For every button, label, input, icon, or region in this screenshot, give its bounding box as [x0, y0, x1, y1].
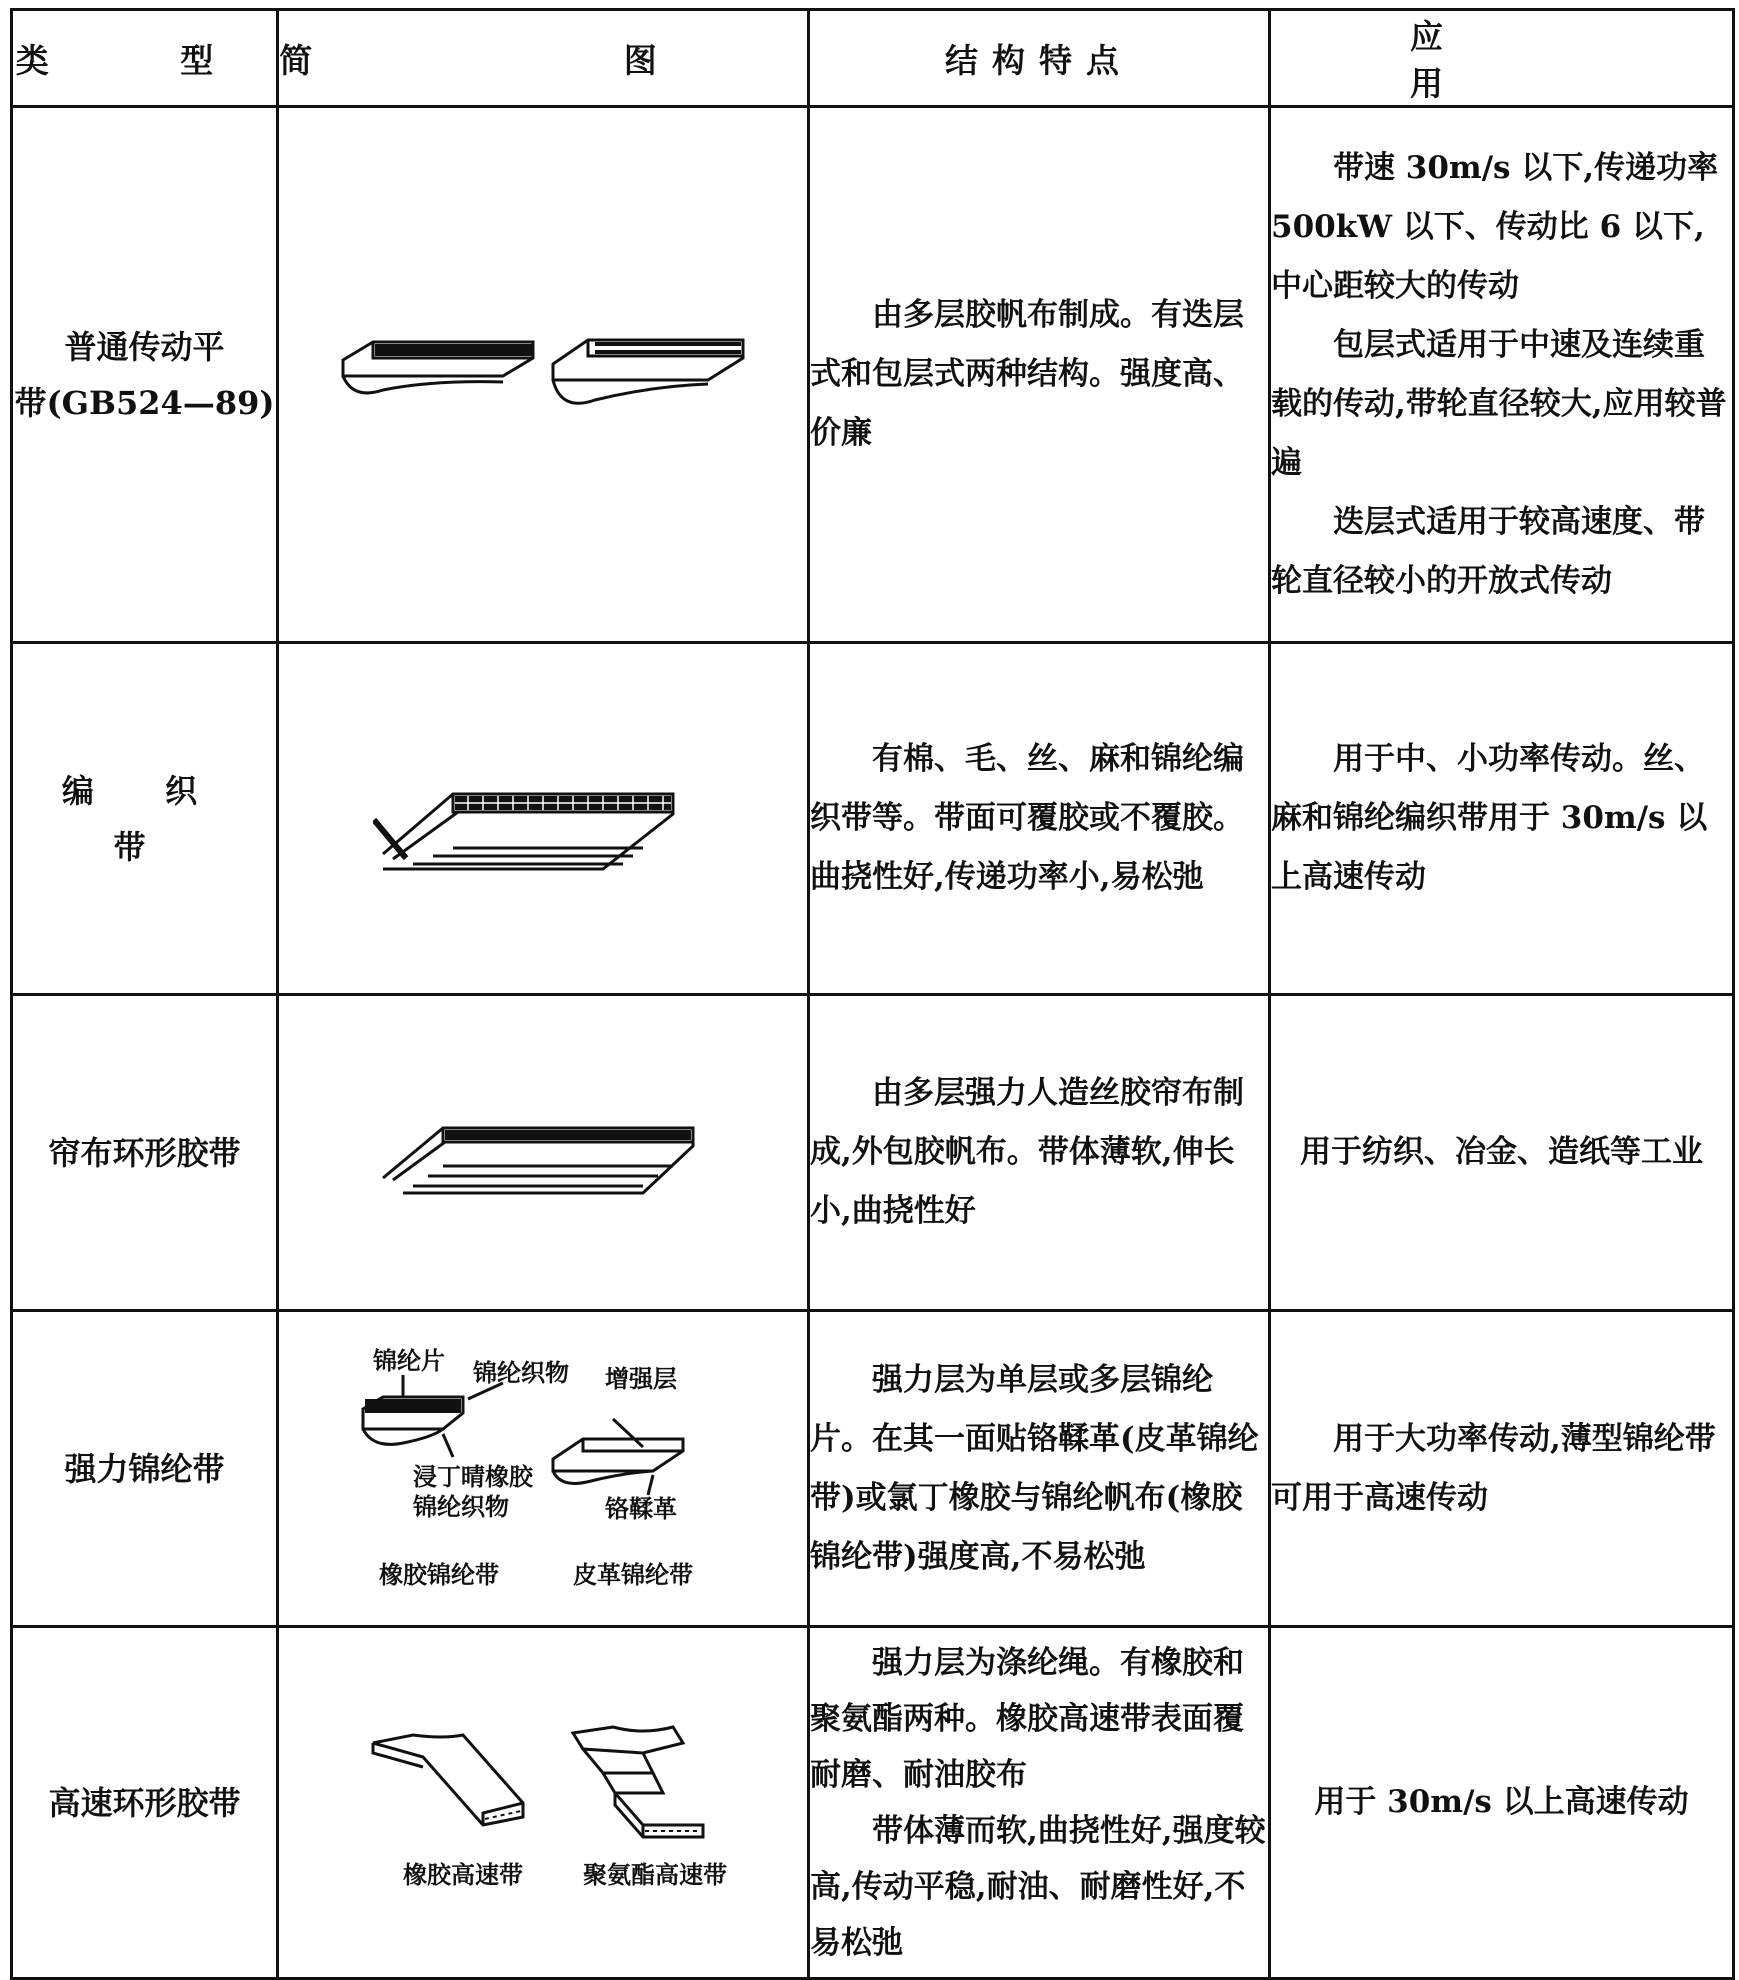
header-figure: 简 图 [278, 10, 809, 107]
table-row [12, 1627, 1734, 1979]
woven-belt-figure [373, 764, 713, 874]
figure-label: 铬鞣革 [605, 1494, 677, 1523]
application-text: 用于中、小功率传动。丝、麻和锦纶编织带用于 30m/s 以上高速传动 [1271, 741, 1708, 895]
belt-types-table [10, 8, 1735, 1980]
figure-caption: 皮革锦纶带 [573, 1560, 693, 1589]
figure-label: 锦纶片 [373, 1346, 445, 1375]
figure-label: 锦纶织物 [413, 1492, 509, 1521]
features-text: 由多层胶帆布制成。有迭层式和包层式两种结构。强度高、价廉 [810, 297, 1244, 451]
application-text: 包层式适用于中速及连续重载的传动,带轮直径较大,应用较普遍 [1271, 326, 1727, 481]
application-cell [1270, 107, 1734, 643]
features-cell [809, 1311, 1270, 1627]
type-cell [12, 107, 278, 643]
table-row [12, 1311, 1734, 1627]
cord-belt-figure [373, 1108, 713, 1198]
features-text: 有棉、毛、丝、麻和锦纶编织带等。带面可覆胶或不覆胶。曲挠性好,传递功率小,易松弛 [810, 741, 1244, 895]
type-label: 帘布环形胶带 [48, 1133, 241, 1172]
figure-cell [278, 1311, 809, 1627]
figure-caption: 橡胶锦纶带 [379, 1560, 499, 1589]
header-row [12, 10, 1734, 107]
features-text: 强力层为单层或多层锦纶片。在其一面贴铬鞣革(皮革锦纶带)或氯丁橡胶与锦纶帆布(橡胶锦纶带)强度高,不易松弛 [810, 1361, 1259, 1575]
application-cell [1270, 1311, 1734, 1627]
type-label-line2: 带(GB524—89) [14, 383, 275, 422]
application-text: 带速 30m/s 以下,传递功率 500kW 以下、传动比 6 以下,中心距较大的传动 [1271, 149, 1719, 304]
application-cell [1270, 995, 1734, 1311]
type-label: 高速环形胶带 [48, 1783, 241, 1822]
application-text: 用于 30m/s 以上高速传动 [1314, 1784, 1689, 1820]
features-cell [809, 107, 1270, 643]
figure-label: 增强层 [605, 1364, 677, 1393]
figure-cell [278, 643, 809, 995]
figure-cell [278, 1627, 809, 1979]
table-row [12, 643, 1734, 995]
application-cell [1270, 1627, 1734, 1979]
type-label: 强力锦纶带 [64, 1449, 225, 1488]
features-text: 强力层为涤纶绳。有橡胶和聚氨酯两种。橡胶高速带表面覆耐磨、耐油胶布 [810, 1644, 1244, 1793]
figure-cell [278, 107, 809, 643]
features-text: 由多层强力人造丝胶帘布制成,外包胶帆布。带体薄软,伸长小,曲挠性好 [810, 1075, 1244, 1229]
figure-caption: 橡胶高速带 [403, 1860, 523, 1889]
type-cell [12, 643, 278, 995]
features-cell [809, 995, 1270, 1311]
figure-caption: 聚氨酯高速带 [583, 1860, 727, 1889]
figure-cell [278, 995, 809, 1311]
features-cell [809, 1627, 1270, 1979]
features-text: 带体薄而软,曲挠性好,强度较高,传动平稳,耐油、耐磨性好,不易松弛 [810, 1812, 1266, 1961]
application-text: 迭层式适用于较高速度、带轮直径较小的开放式传动 [1271, 503, 1705, 599]
header-features: 结构特点 [809, 10, 1270, 107]
application-text: 用于纺织、冶金、造纸等工业 [1300, 1134, 1703, 1170]
flat-belt-figure [333, 320, 753, 430]
features-cell [809, 643, 1270, 995]
type-label: 编 织 带 [61, 771, 228, 866]
nylon-belt-figure [343, 1339, 743, 1599]
figure-label: 浸丁晴橡胶 [413, 1462, 533, 1491]
table-row [12, 995, 1734, 1311]
highspeed-belt-figure [343, 1713, 743, 1893]
type-cell [12, 1627, 278, 1979]
header-application: 应 用 [1270, 10, 1734, 107]
table-row [12, 107, 1734, 643]
type-cell [12, 1311, 278, 1627]
header-type: 类 型 [12, 10, 278, 107]
application-cell [1270, 643, 1734, 995]
type-label: 普通传动平 [64, 327, 225, 366]
type-cell [12, 995, 278, 1311]
application-text: 用于大功率传动,薄型锦纶带可用于高速传动 [1271, 1420, 1716, 1516]
figure-label: 锦纶织物 [473, 1358, 569, 1387]
